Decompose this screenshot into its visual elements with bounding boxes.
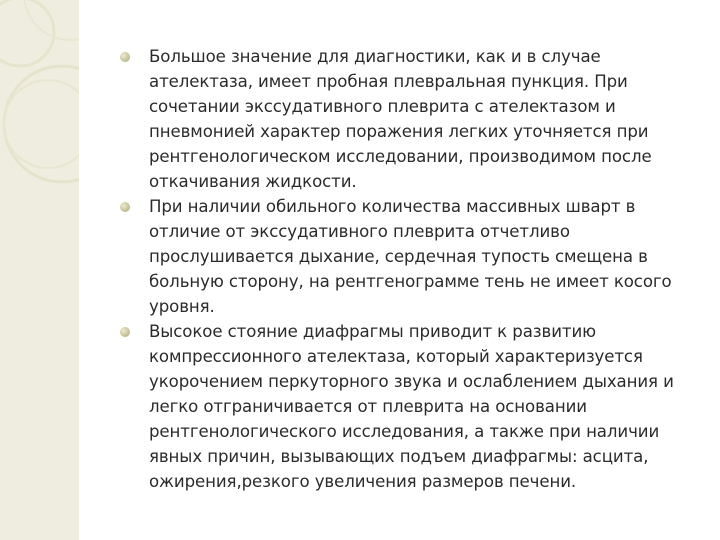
decorative-sidebar	[0, 0, 79, 540]
bullet-icon	[120, 52, 130, 62]
bullet-text: При наличии обильного количества массивных шварт в отличие от экссудативного плеврита отчетливо прослушивается дыхание, сердечная тупость смещена в больную сторону, на рентгенограмме тень не имеет косого уровня.	[149, 197, 672, 316]
bullet-icon	[120, 327, 130, 337]
bullet-list	[114, 44, 704, 494]
bullet-text: Большое значение для диагностики, как и в случае ателектаза, имеет пробная плевральная пункция. При сочетании экссудативного плеврита с ателектазом и пневмонией характер поражения легких уточняется при рентгенологическом исследовании, производимом после откачивания жидкости.	[149, 47, 652, 191]
bullet-item	[114, 319, 704, 494]
bullet-item	[114, 44, 704, 194]
bullet-icon	[120, 202, 130, 212]
decorative-circles	[0, 0, 79, 540]
bullet-text: Высокое стояние диафрагмы приводит к развитию компрессионного ателектаза, который характеризуется укорочением перкуторного звука и ослаблением дыхания и легко отграничивается от плеврита на основании рентгенологического исследования, а также при наличии явных причин, вызывающих подъем диафрагмы: асцита, ожирения,резкого увеличения размеров печени.	[149, 322, 674, 491]
bullet-item	[114, 194, 704, 319]
